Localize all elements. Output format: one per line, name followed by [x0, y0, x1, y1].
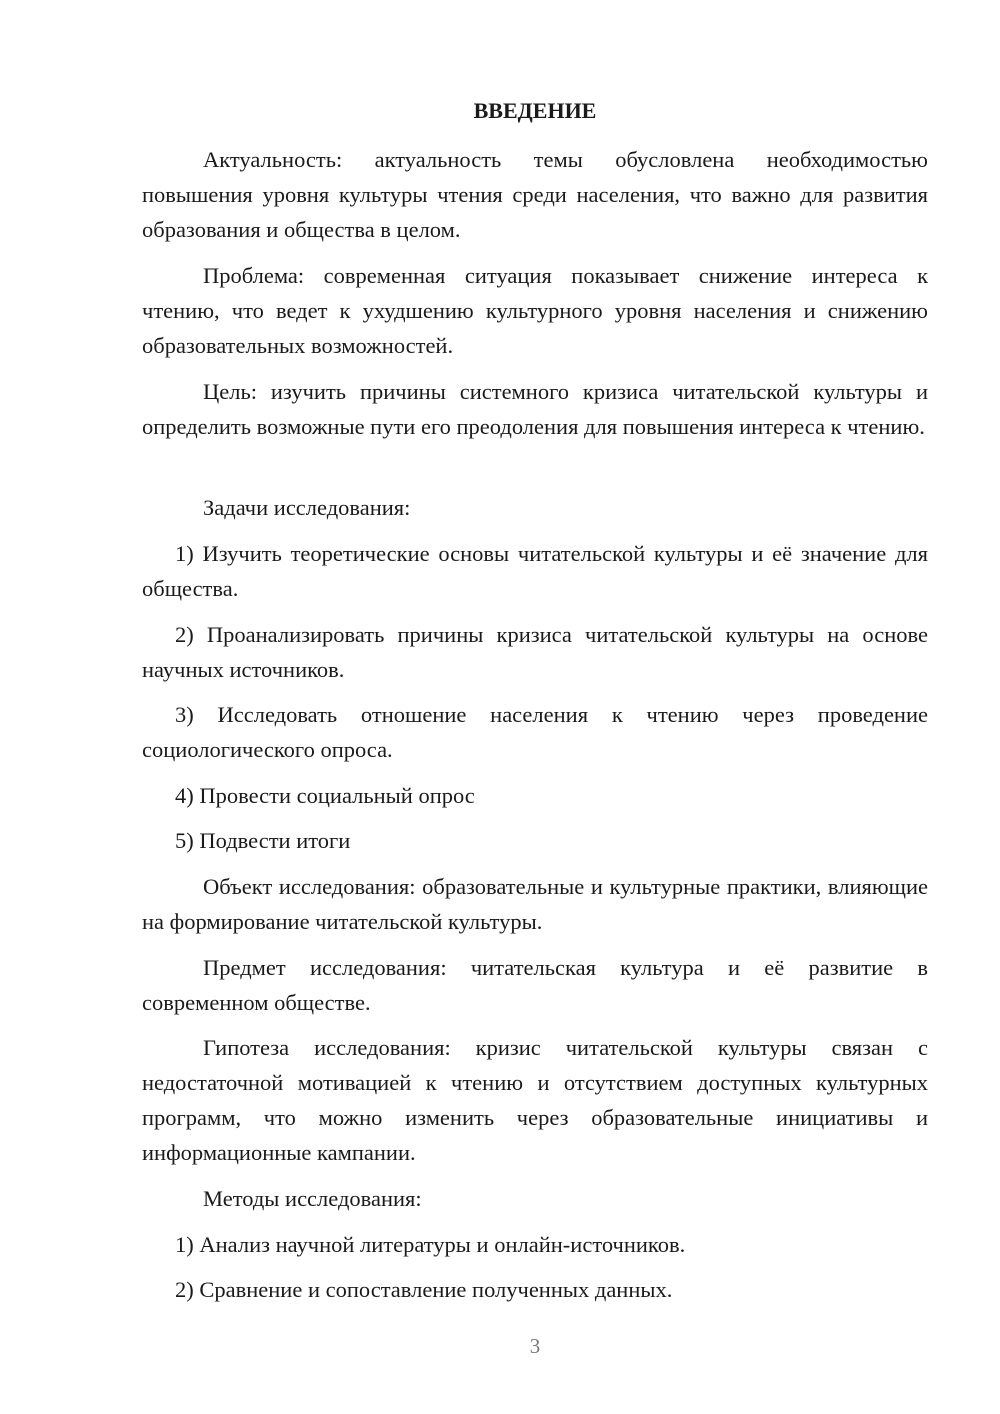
list-item-task-5: 5) Подвести итоги: [175, 828, 351, 853]
list-item-method-1: 1) Анализ научной литературы и онлайн-источников.: [175, 1232, 686, 1257]
paragraph-hypothesis: Гипотеза исследования: кризис читательской культуры связан с недостаточной мотивацией к чтению и отсутствием доступных культурных программ, что можно изменить через образовательные инициативы и информационные кампании.: [142, 1035, 928, 1165]
paragraph-object: Объект исследования: образовательные и культурные практики, влияющие на формирование читательской культуры.: [142, 874, 928, 934]
list-item-task-2: 2) Проанализировать причины кризиса читательской культуры на основе научных источников.: [142, 622, 928, 682]
paragraph-subject: Предмет исследования: читательская культура и её развитие в современном обществе.: [142, 955, 928, 1015]
paragraph-methods-heading: Методы исследования:: [203, 1186, 422, 1211]
list-item-task-1: 1) Изучить теоретические основы читательской культуры и её значение для общества.: [142, 541, 928, 601]
paragraph-tasks-heading: Задачи исследования:: [203, 495, 411, 520]
paragraph-relevance: Актуальность: актуальность темы обусловлена необходимостью повышения уровня культуры чтения среди населения, что важно для развития образования и общества в целом.: [142, 147, 928, 242]
paragraph-problem: Проблема: современная ситуация показывает снижение интереса к чтению, что ведет к ухудшению культурного уровня населения и снижению образовательных возможностей.: [142, 263, 928, 358]
list-item-method-2: 2) Сравнение и сопоставление полученных данных.: [175, 1277, 673, 1302]
page-number: 3: [529, 1334, 541, 1358]
paragraph-goal: Цель: изучить причины системного кризиса читательской культуры и определить возможные пути его преодоления для повышения интереса к чтению.: [142, 379, 928, 439]
list-item-task-3: 3) Исследовать отношение населения к чтению через проведение социологического опроса.: [142, 702, 928, 762]
page-title: ВВЕДЕНИЕ: [473, 98, 597, 123]
list-item-task-4: 4) Провести социальный опрос: [175, 783, 475, 808]
